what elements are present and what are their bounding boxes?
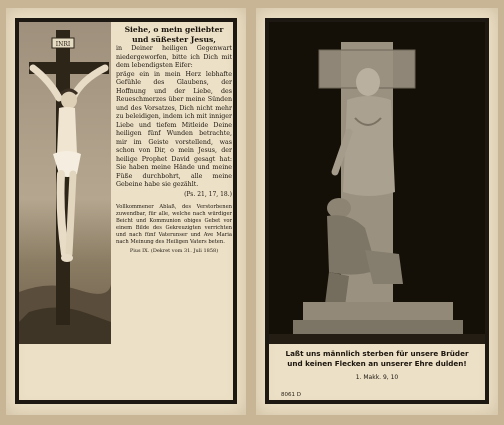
crucifix-illustration xyxy=(19,22,111,344)
right-card xyxy=(256,8,498,415)
psalm-reference: (Ps. 21, 17, 18.) xyxy=(184,190,232,198)
inri-plaque-text: INRI xyxy=(55,41,71,48)
motto-line: und keinen Flecken an unserer Ehre dulden! xyxy=(287,359,467,368)
print-number: 8061 D xyxy=(281,392,301,398)
crucifix-image xyxy=(19,22,111,344)
prayer-paragraph: in Deiner heiligen Gegenwart niedergeworfen, bitte ich Dich mit dem lebendigsten Eifer: xyxy=(116,45,232,69)
bible-motto xyxy=(270,349,484,369)
motto-line: Laßt uns männlich sterben für unsere Brüder xyxy=(285,349,469,358)
statue-illustration xyxy=(269,22,485,344)
left-card xyxy=(6,8,246,415)
prayer-title: Siehe, o mein geliebter und süßester Jesus, xyxy=(124,25,224,44)
statue-image xyxy=(269,22,485,344)
motto-reference: 1. Makk. 9, 10 xyxy=(355,374,399,381)
indulgence-note: Vollkommener Ablaß, des Verstorbenen zuwendbar, für alle, welche nach würdiger Beicht und Kommunion obiges Gebet vor einem Bilde des Gekreuzigten verrichten und nach fünf Vaterunser und Ave Maria nach Meinung des Heiligen Vaters beten. xyxy=(116,204,232,245)
prayer-text-block xyxy=(116,25,232,256)
decree-note: Pius IX. (Dekret vom 31. Juli 1858) xyxy=(129,248,219,254)
prayer-body xyxy=(116,45,232,190)
prayer-paragraph: präge ein in mein Herz lebhafte Gefühle des Glaubens, der Hoffnung und der Liebe, des Reueschmerzes über meine Sünden und des Vorsatzes, Dich nicht mehr zu beleidigen, indem ich mit inniger Liebe und tiefem Mitleide Deine heiligen fünf Wunden betrachte, mir im Geiste vorstellend, was schon von Dir, o mein Jesus, der heilige Prophet David gesagt hat: Sie haben meine Hände und meine Füße durchbohrt, alle meine Gebeine habe sie gezählt. xyxy=(116,70,232,188)
